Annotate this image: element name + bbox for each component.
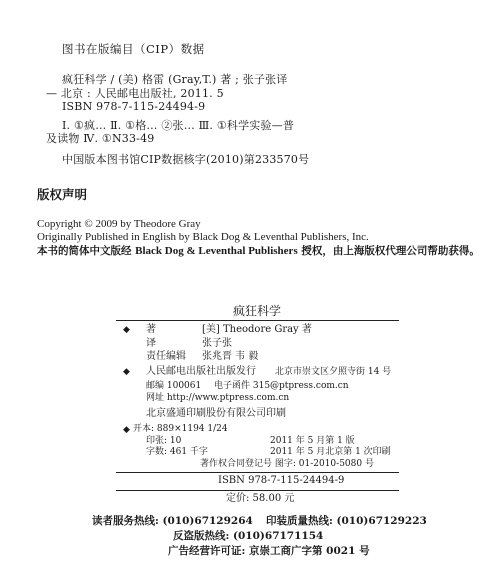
bullet-icon: ◆ — [123, 325, 130, 335]
translator-label: 译 — [146, 338, 156, 349]
cip-line-2: — 北京 : 人民邮电出版社, 2011. 5 — [46, 87, 224, 100]
license-notice — [37, 246, 480, 257]
published-line: Originally Published in English by Black Dog & Leventhal Publishers, Inc. — [37, 231, 369, 243]
colophon-top-rule — [116, 320, 399, 321]
cip-line-1: 疯狂科学 / (美) 格雷 (Gray,T.) 著 ; 张子张译 — [62, 73, 288, 86]
colophon-bottom-rule — [116, 490, 399, 491]
edition-line: 2011 年 5 月第 1 版 — [270, 436, 355, 446]
author-label: 著 — [146, 324, 156, 335]
editor-label: 责任编辑 — [146, 351, 186, 362]
rights-heading: 版权声明 — [37, 187, 88, 202]
price-line: 定价: 58.00 元 — [226, 493, 295, 504]
printer-line: 北京盛通印刷股份有限公司印刷 — [146, 408, 286, 419]
website-line: 网址 http://www.ptpress.com.cn — [146, 393, 290, 403]
cip-line-3: ISBN 978-7-115-24494-9 — [62, 100, 206, 113]
colophon-mid-rule — [116, 472, 399, 473]
isbn-line: ISBN 978-7-115-24494-9 — [218, 475, 345, 486]
cip-heading: 图书在版编目（CIP）数据 — [62, 42, 205, 56]
reader-hotline: 读者服务热线: (010)67129264 — [92, 515, 253, 527]
copyright-line: Copyright © 2009 by Theodore Gray — [37, 218, 201, 230]
cip-line-4: Ⅰ. ①疯… Ⅱ. ①格… ②张… Ⅲ. ①科学实验—普 — [62, 119, 295, 132]
words-line: 字数: 461 千字 — [146, 447, 208, 457]
cip-line-6: 中国版本图书馆CIP数据核字(2010)第233570号 — [62, 153, 310, 166]
license-notice-publisher: Black Dog & Leventhal Publishers — [135, 245, 298, 257]
bullet-icon: ◆ — [123, 425, 130, 435]
ad-license: 广告经营许可证: 京崇工商广字第 0021 号 — [168, 545, 370, 557]
quality-hotline: 印装质量热线: (010)67129223 — [266, 515, 427, 527]
author-value: [美] Theodore Gray 著 — [202, 324, 312, 335]
cip-line-5: 及读物 Ⅳ. ①N33-49 — [46, 132, 155, 145]
address-line: 北京市崇文区夕照寺街 14 号 — [275, 367, 392, 377]
editor-value: 张兆晋 韦 毅 — [202, 351, 259, 362]
format-line: 开本: 889×1194 1/24 — [133, 424, 228, 434]
publisher-line: 人民邮电出版社出版发行 — [146, 366, 256, 377]
piracy-hotline: 反盗版热线: (010)67171154 — [173, 530, 324, 542]
license-notice-pre: 本书的简体中文版经 — [37, 245, 136, 257]
sheets-line: 印张: 10 — [146, 436, 182, 446]
bullet-icon: ◆ — [123, 367, 130, 377]
colophon-title: 疯狂科学 — [233, 304, 282, 318]
printing-line: 2011 年 5 月北京第 1 次印刷 — [270, 447, 391, 457]
translator-value: 张子张 — [202, 338, 232, 349]
contract-line: 著作权合同登记号 图字: 01-2010-5080 号 — [200, 459, 374, 469]
license-notice-post: 授权，由上海版权代理公司帮助获得。 — [297, 245, 480, 257]
email-line: 电子函件 315@ptpress.com.cn — [214, 381, 349, 391]
postcode-line: 邮编 100061 — [146, 381, 202, 391]
